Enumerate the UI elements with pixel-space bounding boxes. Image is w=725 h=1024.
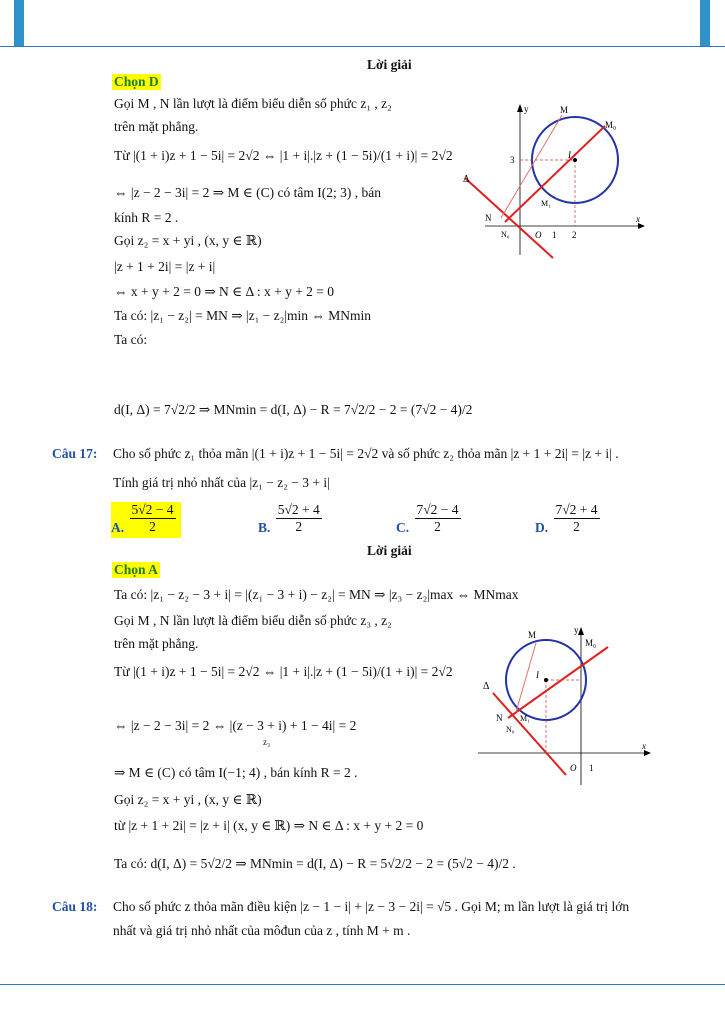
segment-MN [516,643,536,712]
solution-line: từ |z + 1 + 2i| = |z + i| (x, y ∈ ℝ) ⇒ N ∈ Δ : x + y + 2 = 0 [114,818,424,833]
solution-line: Gọi z₂ = x + yi , (x, y ∈ ℝ) [114,792,262,807]
option-den: 2 [149,519,156,534]
solution-line: trên mặt phẳng. [114,636,199,651]
label-delta: Δ [483,681,490,692]
question-label: Câu 18: [52,899,98,914]
solution-line: d(I, Δ) = 7√2/2 ⇒ MNmin = d(I, Δ) − R = 7√2/2 − 2 = (7√2 − 4)/2 [114,402,473,417]
label-M: M [528,630,537,640]
option-b[interactable] [258,502,324,535]
y-arrow-icon [578,627,584,635]
label-delta: Δ [463,174,470,185]
solution-line: Gọi M , N lần lượt là điểm biểu diễn số phức z₃ , z₂ [114,613,392,628]
label-N0: N₀ [506,725,515,734]
solution-line: kính R = 2 . [114,210,179,225]
question-text: nhất và giá trị nhỏ nhất của môđun của z , tính M + m . [113,923,411,938]
solution-line: ⇔ x + y + 2 = 0 ⇒ N ∈ Δ : x + y + 2 = 0 [114,284,335,299]
answer-choice: Chọn D [114,74,159,89]
solution-line: Gọi M , N lần lượt là điểm biểu diễn số phức z₁ , z₂ [114,96,392,111]
question-text: Tính giá trị nhỏ nhất của |z₁ − z₂ − 3 + i| [113,475,330,490]
solution-line: Từ |(1 + i)z + 1 − 5i| = 2√2 ⇔ |1 + i|.|z + (1 − 5i)/(1 + i)| = 2√2 [114,148,453,163]
label-M0: M₀ [605,120,617,130]
line-N0M0 [508,647,608,718]
solution-title: Lời giải [367,543,412,558]
label-y: y [524,104,529,114]
label-x: x [642,741,646,751]
header-rule [0,46,725,47]
label-M: M [560,105,569,115]
solution-line: Ta có: d(I, Δ) = 5√2/2 ⇒ MNmin = d(I, Δ) − R = 5√2/2 − 2 = (5√2 − 4)/2 . [114,856,516,871]
y-arrow-icon [517,104,523,112]
option-label: D. [535,519,549,535]
label-I: I [536,670,539,680]
label-M1: M₁ [520,714,530,723]
option-d[interactable] [535,502,602,535]
solution-line: ⇔ |z − 2 − 3i| = 2 ⇔ |(z − 3 + i) + 1 − 4i| = 2 [114,718,357,733]
segment-MN [501,115,562,218]
point-I [544,678,548,682]
option-num: 7√2 − 4 [416,502,459,517]
solution-line: |z + 1 + 2i| = |z + i| [114,259,216,274]
option-c[interactable] [396,502,463,535]
label-three: 3 [510,155,515,165]
footer-rule [0,984,725,985]
label-y: y [574,625,579,635]
label-N0: N₀ [501,230,510,239]
question-text: Cho số phức z thỏa mãn điều kiện |z − 1 − i| + |z − 3 − 2i| = √5 . Gọi M; m lần lượt là giá trị lớn [113,899,630,914]
solution-line: ⇒ M ∈ (C) có tâm I(−1; 4) , bán kính R = 2 . [114,765,358,780]
option-num: 5√2 + 4 [277,502,320,517]
solution-line: Ta có: |z₁ − z₂ − 3 + i| = |(z₁ − 3 + i) − z₂| = MN ⇒ |z₃ − z₂|max ⇔ MNmax [114,587,519,602]
label-M1: M₁ [541,199,551,208]
header-tab-right [700,0,710,46]
solution-title: Lời giải [367,57,412,72]
label-O: O [535,230,542,240]
underbrace-label: z₃ [263,737,271,747]
question-text: Cho số phức z₁ thỏa mãn |(1 + i)z + 1 − 5i| = 2√2 và số phức z₂ thỏa mãn |z + 1 + 2i| = |z + i| . [113,446,619,461]
label-O: O [570,763,577,773]
option-a[interactable] [111,502,181,538]
question-label: Câu 17: [52,446,98,461]
label-M0: M₀ [585,638,597,648]
option-num: 7√2 + 4 [555,502,598,517]
option-num: 5√2 − 4 [131,502,174,517]
option-den: 2 [573,519,580,534]
header-tab-left [14,0,24,46]
figure-circle-line-1 [455,100,655,260]
option-label: B. [258,519,271,535]
solution-line: ⇔ |z − 2 − 3i| = 2 ⇒ M ∈ (C) có tâm I(2; 3) , bán [114,185,382,200]
point-I [573,158,577,162]
label-one: 1 [552,230,557,240]
label-two: 2 [572,230,577,240]
option-den: 2 [434,519,441,534]
figure-circle-line-2 [478,625,658,785]
label-N: N [496,713,503,723]
label-N: N [485,213,492,223]
answer-choice: Chọn A [114,562,158,577]
option-label: C. [396,519,410,535]
solution-line: Gọi z₂ = x + yi , (x, y ∈ ℝ) [114,233,262,248]
option-den: 2 [295,519,303,534]
option-label: A. [111,519,125,535]
solution-line: Ta có: |z₁ − z₂| = MN ⇒ |z₁ − z₂|min ⇔ MNmin [114,308,372,323]
line-delta [493,693,566,775]
label-I: I [568,150,571,160]
solution-line: trên mặt phẳng. [114,119,199,134]
solution-line: Từ |(1 + i)z + 1 − 5i| = 2√2 ⇔ |1 + i|.|z + (1 − 5i)/(1 + i)| = 2√2 [114,664,453,679]
solution-line: Ta có: [114,332,148,347]
label-x: x [636,214,640,224]
label-one: 1 [589,763,594,773]
